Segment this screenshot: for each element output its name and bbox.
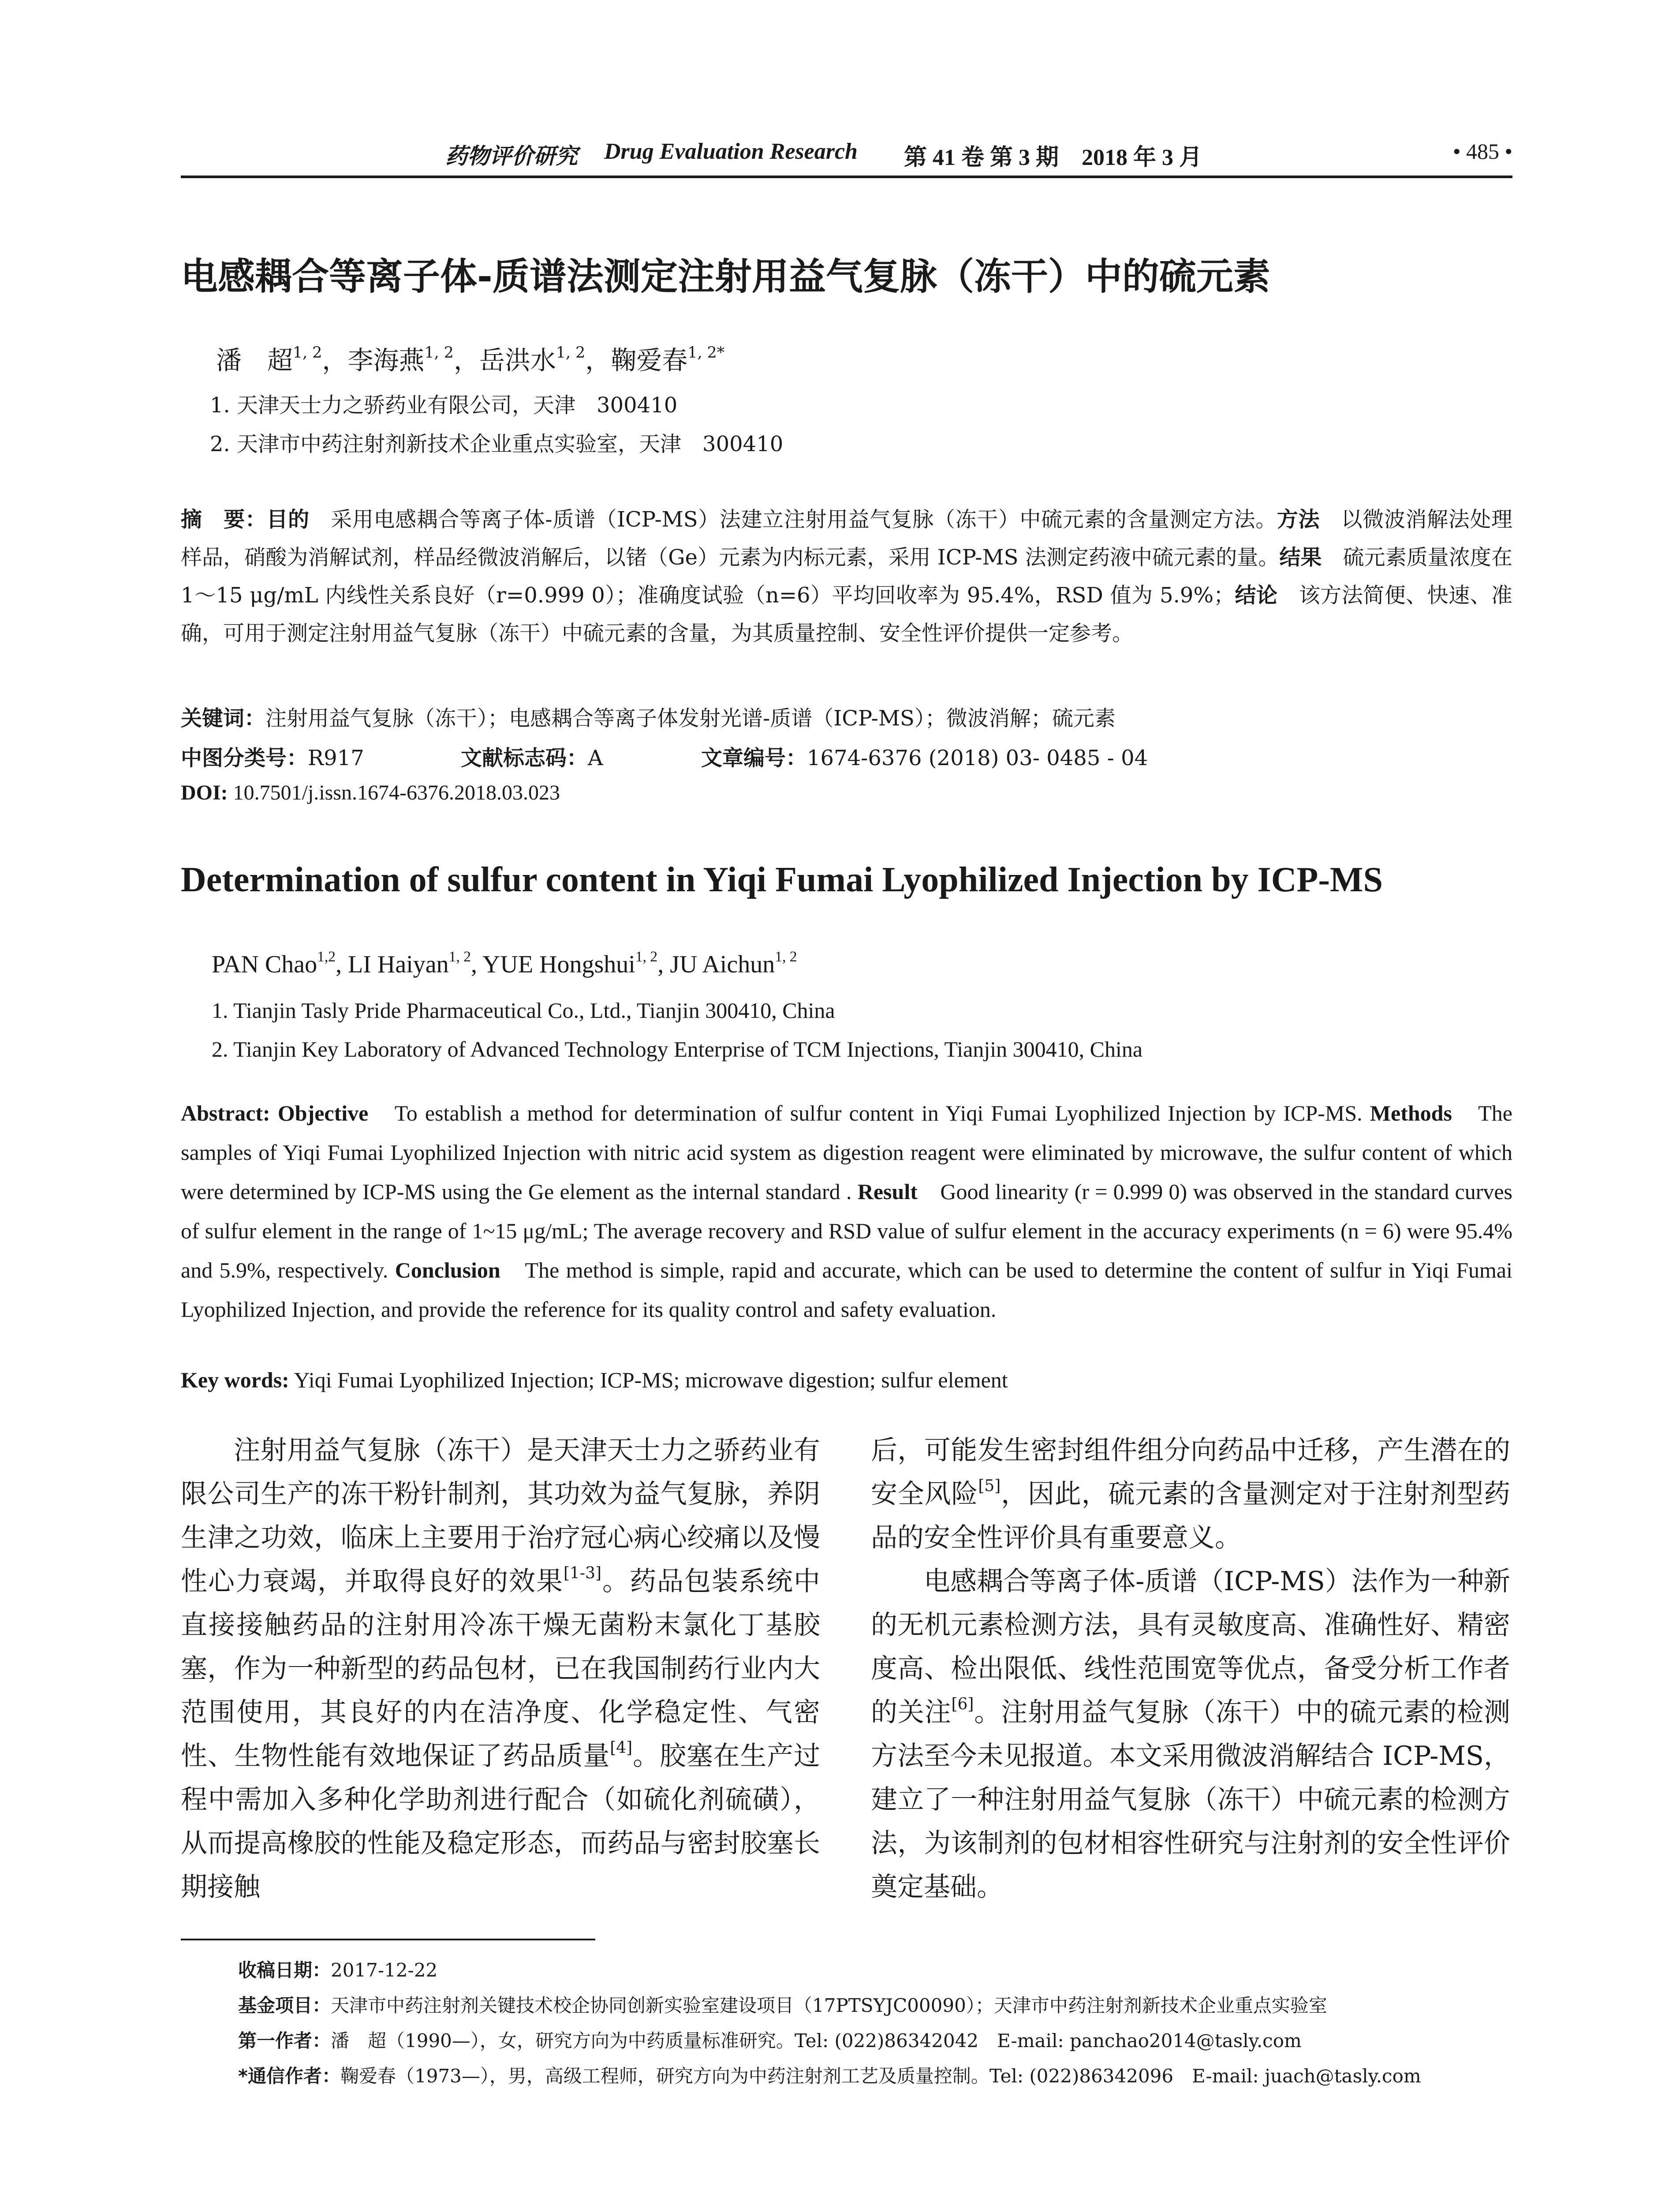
- doc-value: A: [588, 746, 603, 770]
- results-label-en: Result: [857, 1179, 918, 1204]
- footnote-fund: [238, 1991, 1517, 2018]
- issue-info: 第 41 卷 第 3 期 2018 年 3 月: [904, 145, 1202, 170]
- abstract-en-label: Abstract:: [181, 1101, 270, 1125]
- body-paragraph: [871, 1560, 1510, 1909]
- clc-value: R917: [308, 746, 364, 770]
- header-rule: [181, 176, 1512, 178]
- first-author-text: 潘 超（1990—），女，研究方向为中药质量标准研究。Tel: (022)86342042 E-mail: panchao2014@tasly.com: [331, 2030, 1302, 2052]
- journal-name-en: Drug Evaluation Research: [604, 139, 858, 164]
- abstract-cn-label: 摘 要：: [181, 507, 267, 532]
- author-cn: 李海燕: [347, 345, 425, 375]
- affiliation-cn-1: 1. 天津天士力之骄药业有限公司，天津 300410: [210, 393, 678, 418]
- affiliation-cn-2: 2. 天津市中药注射剂新技术企业重点实验室，天津 300410: [210, 432, 784, 456]
- title-en: Determination of sulfur content in Yiqi Fumai Lyophilized Injection by ICP-MS: [181, 860, 1383, 899]
- author-affil-sup: 1, 2: [775, 948, 797, 965]
- page-number: • 485 •: [1452, 139, 1512, 164]
- methods-text-cn: 以微波消解法处理样品，硝酸为消解试剂，样品经微波消解后，以锗（Ge）元素为内标元素，采用 ICP-MS 法测定药液中硫元素的量。: [181, 507, 1512, 570]
- conclusion-label-cn: 结论: [1235, 583, 1278, 608]
- keywords-en-text: Yiqi Fumai Lyophilized Injection; ICP-MS; microwave digestion; sulfur element: [289, 1368, 1008, 1392]
- authors-en: [212, 950, 797, 979]
- body-text: 。注射用益气复脉（冻干）中的硫元素的检测方法至今未见报道。本文采用微波消解结合 ICP-MS，建立了一种注射用益气复脉（冻干）中硫元素的检测方法，为该制剂的包材相容性研究与注射剂的安全性评价奠定基础。: [871, 1697, 1511, 1902]
- doi: [181, 781, 560, 805]
- results-text-en: Good linearity (r = 0.999 0) was observed in the standard curves of sulfur element in the range of 1~15 μg/mL; The average recovery and RSD value of sulfur element in the accuracy experiments (n = 6) were 95.4% and 5.9%, respectively.: [181, 1179, 1512, 1282]
- author-affil-sup: 1, 2: [293, 344, 322, 362]
- author-cn: 岳洪水: [479, 345, 556, 375]
- body-text: 。药品包装系统中直接接触药品的注射用冷冻干燥无菌粉末氯化丁基胶塞，作为一种新型的药品包材，已在我国制药行业内大范围使用，其良好的内在洁净度、化学稳定性、气密性、生物性能有效地保证了药品质量: [181, 1566, 821, 1771]
- citation: [1-3]: [563, 1564, 602, 1582]
- fund-text: 天津市中药注射剂关键技术校企协同创新实验室建设项目（17PTSYJC00090）；天津市中药注射剂新技术企业重点实验室: [331, 1995, 1327, 2016]
- methods-text-en: The samples of Yiqi Fumai Lyophilized Injection with nitric acid system as digestion reagent were eliminated by microwave, the sulfur content of which were determined by ICP-MS using the Ge element as the internal standard .: [181, 1101, 1512, 1204]
- conclusion-text-en: The method is simple, rapid and accurate, which can be used to determine the content of sulfur in Yiqi Fumai Lyophilized Injection, and provide the reference for its quality control and safety evaluation.: [181, 1258, 1512, 1322]
- objective-label-cn: 目的: [266, 507, 310, 532]
- footnote-rule: [181, 1939, 595, 1940]
- received-date: 2017-12-22: [331, 1959, 438, 1981]
- doi-value: 10.7501/j.issn.1674-6376.2018.03.023: [228, 781, 560, 804]
- title-cn: 电感耦合等离子体-质谱法测定注射用益气复脉（冻干）中的硫元素: [181, 255, 1270, 298]
- author-sep: ,: [471, 951, 482, 978]
- keywords-cn: [181, 701, 1116, 732]
- objective-text-en: To establish a method for determination of sulfur content in Yiqi Fumai Lyophilized Injection by ICP-MS.: [368, 1101, 1370, 1125]
- citation: [4]: [610, 1739, 633, 1757]
- author-en: LI Haiyan: [348, 951, 449, 978]
- keywords-cn-text: 注射用益气复脉（冻干）；电感耦合等离子体发射光谱-质谱（ICP-MS）；微波消解；硫元素: [265, 706, 1116, 731]
- author-affil-sup: 1, 2: [635, 948, 658, 965]
- body-paragraph: [871, 1429, 1510, 1560]
- methods-label-en: Methods: [1370, 1101, 1452, 1125]
- author-cn: 鞠爱春: [611, 345, 688, 375]
- affiliation-en-2: 2. Tianjin Key Laboratory of Advanced Technology Enterprise of TCM Injections, Tianjin 300410, China: [212, 1037, 1143, 1061]
- author-affil-sup: 1,2: [317, 948, 336, 965]
- body-text: 后，可能发生密封组件组分向药品中迁移，产生潜在的安全风险: [871, 1435, 1510, 1510]
- footnote-received: [238, 1956, 1517, 1982]
- first-author-label: 第一作者：: [238, 2030, 331, 2052]
- article-label: 文章编号：: [701, 746, 807, 770]
- affiliation-en-1: 1. Tianjin Tasly Pride Pharmaceutical Co., Ltd., Tianjin 300410, China: [212, 998, 835, 1023]
- article-value: 1674-6376 (2018) 03- 0485 - 04: [807, 746, 1148, 770]
- author-en: JU Aichun: [670, 951, 775, 978]
- doc-code: [461, 741, 603, 771]
- doi-label: DOI:: [181, 781, 228, 804]
- clc-number: [181, 741, 364, 771]
- objective-text-cn: 采用电感耦合等离子体-质谱（ICP-MS）法建立注射用益气复脉（冻干）中硫元素的含量测定方法。: [309, 507, 1277, 532]
- body-text: 。胶塞在生产过程中需加入多种化学助剂进行配合（如硫化剂硫磺），从而提高橡胶的性能及稳定形态，而药品与密封胶塞长期接触: [181, 1741, 821, 1902]
- body-column-right: [871, 1429, 1510, 1909]
- body-paragraph: [181, 1429, 820, 1909]
- citation: [6]: [951, 1695, 974, 1713]
- body-text: ，因此，硫元素的含量测定对于注射剂型药品的安全性评价具有重要意义。: [871, 1479, 1511, 1553]
- body-text: 注射用益气复脉（冻干）是天津天士力之骄药业有限公司生产的冻干粉针制剂，其功效为益气复脉，养阴生津之功效，临床上主要用于治疗冠心病心绞痛以及慢性心力衰竭，并取得良好的效果: [181, 1435, 820, 1597]
- abstract-cn: [181, 501, 1512, 652]
- author-sep: ,: [336, 951, 348, 978]
- author-affil-sup: 1, 2*: [687, 344, 725, 362]
- doc-label: 文献标志码：: [461, 746, 588, 770]
- author-sep: ，: [585, 345, 611, 375]
- footnote-first-author: [238, 2026, 1517, 2053]
- authors-cn: [216, 340, 724, 377]
- results-text-cn: 硫元素质量浓度在 1～15 μg/mL 内线性关系良好（r=0.999 0）；准确度试验（n=6）平均回收率为 95.4%，RSD 值为 5.9%；: [181, 545, 1512, 608]
- results-label-cn: 结果: [1279, 545, 1322, 570]
- methods-label-cn: 方法: [1277, 507, 1320, 532]
- corresponding-label: *通信作者：: [238, 2065, 340, 2087]
- author-affil-sup: 1, 2: [556, 344, 586, 362]
- journal-logo-cn: 药物评价研究: [445, 143, 578, 169]
- conclusion-label-en: Conclusion: [395, 1258, 500, 1282]
- keywords-cn-label: 关键词：: [181, 706, 266, 731]
- author-sep: ,: [657, 951, 670, 978]
- keywords-en: [181, 1367, 1008, 1393]
- corresponding-text: 鞠爱春（1973—），男，高级工程师，研究方向为中药注射剂工艺及质量控制。Tel: (022)86342096 E-mail: juach@tasly.com: [340, 2065, 1421, 2087]
- clc-label: 中图分类号：: [181, 746, 308, 770]
- body-column-left: [181, 1429, 820, 1909]
- footnote-corresponding: [238, 2062, 1517, 2088]
- received-label: 收稿日期：: [238, 1959, 331, 1981]
- author-en: YUE Hongshui: [482, 951, 635, 978]
- author-en: PAN Chao: [212, 951, 317, 978]
- author-affil-sup: 1, 2: [448, 948, 471, 965]
- article-number: [701, 741, 1148, 771]
- author-sep: ，: [453, 345, 479, 375]
- abstract-en: [181, 1094, 1512, 1329]
- author-cn: 潘 超: [216, 345, 293, 375]
- running-header: [181, 137, 1512, 172]
- conclusion-text-cn: 该方法简便、快速、准确，可用于测定注射用益气复脉（冻干）中硫元素的含量，为其质量控制、安全性评价提供一定参考。: [181, 583, 1512, 646]
- objective-label-en: Objective: [270, 1101, 369, 1125]
- body-text: 电感耦合等离子体-质谱（ICP-MS）法作为一种新的无机元素检测方法，具有灵敏度高、准确性好、精密度高、检出限低、线性范围宽等优点，备受分析工作者的关注: [871, 1566, 1510, 1728]
- author-sep: ，: [322, 345, 348, 375]
- fund-label: 基金项目：: [238, 1995, 331, 2016]
- keywords-en-label: Key words:: [181, 1368, 289, 1392]
- citation: [5]: [978, 1477, 1001, 1495]
- author-affil-sup: 1, 2: [424, 344, 454, 362]
